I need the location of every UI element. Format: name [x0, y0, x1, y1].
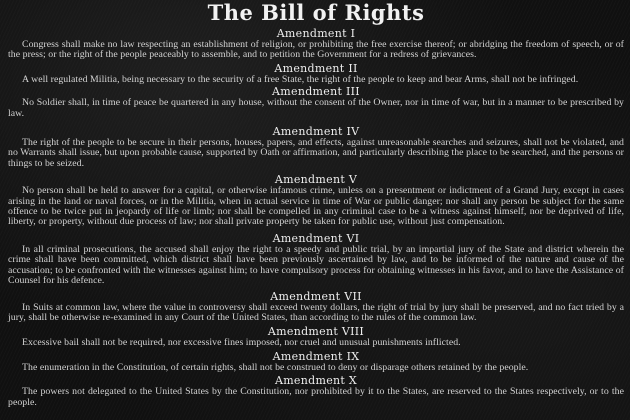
amendment-text: Excessive bail shall not be required, nor excessive fines imposed, nor cruel and unusual punishments inflicted.: [22, 337, 461, 349]
amendment-4: [8, 125, 624, 169]
amendment-heading: Amendment V: [274, 173, 358, 187]
amendment-7: [8, 290, 624, 324]
amendment-10: [8, 374, 624, 408]
amendment-text: The right of the people to be secure in their persons, houses, papers, and effects, against unreasonable searches and seizures, shall not be violated, and no Warrants shall issue, but upon probable cause, supported by Oath or affirmation, and particularly describing the place to be searched, and the persons or things to be seized.: [8, 137, 624, 169]
amendment-text: No person shall be held to answer for a capital, or otherwise infamous crime, unless on a presentment or indictment of a Grand Jury, except in cases arising in the land or naval forces, or in the Militia, when in actual service in time of War or public danger; nor shall any person be subject for the same offence to be twice put in jeopardy of life or limb; nor shall be compelled in any criminal case to be a witness against himself, nor be deprived of life, liberty, or property, without due process of law; nor shall private property be taken for public use, without just compensation.: [8, 185, 624, 228]
amendment-heading: Amendment X: [274, 374, 358, 388]
amendment-5: [8, 173, 624, 228]
amendment-heading: Amendment III: [272, 85, 360, 99]
amendment-6: [8, 232, 624, 287]
amendment-8: [8, 325, 624, 348]
amendment-heading: Amendment IX: [272, 349, 360, 363]
amendment-9: [8, 350, 624, 373]
amendment-text: No Soldier shall, in time of peace be quartered in any house, without the consent of the Owner, nor in time of war, but in a manner to be prescribed by law.: [8, 97, 624, 119]
amendment-heading: Amendment IV: [272, 125, 360, 139]
amendment-3: [8, 85, 624, 119]
amendment-text: The enumeration in the Constitution, of certain rights, shall not be construed to deny or disparage others retained by the people.: [22, 361, 529, 373]
amendment-heading: Amendment I: [276, 27, 356, 40]
amendment-heading: Amendment II: [274, 61, 358, 75]
amendment-heading: Amendment VII: [270, 289, 362, 303]
amendment-2: [8, 62, 624, 85]
amendment-heading: Amendment VIII: [267, 325, 365, 339]
amendment-1: [8, 27, 624, 61]
amendment-text: In Suits at common law, where the value in controversy shall exceed twenty dollars, the right of trial by jury shall be preserved, and no fact tried by a jury, shall be otherwise re-examined in any Court of the United States, than according to the rules of the common law.: [8, 301, 624, 323]
document-title: The Bill of Rights: [207, 0, 425, 25]
amendment-text: Congress shall make no law respecting an establishment of religion, or prohibiting the free exercise thereof; or abridging the freedom of speech, or of the press; or the right of the people peaceably to assemble, and to petition the Government for a redress of grievances.: [8, 39, 624, 61]
amendment-text: The powers not delegated to the United States by the Constitution, nor prohibited by it to the States, are reserved to the States respectively, or to the people.: [8, 386, 624, 408]
amendment-text: In all criminal prosecutions, the accused shall enjoy the right to a speedy and public trial, by an impartial jury of the State and district wherein the crime shall have been committed, which district shall have been previously ascertained by law, and to be informed of the nature and cause of the accusation; to be confronted with the witnesses against him; to have compulsory process for obtaining witnesses in his favor, and to have the Assistance of Counsel for his defence.: [8, 243, 624, 287]
amendment-heading: Amendment VI: [272, 231, 360, 245]
amendment-text: A well regulated Militia, being necessary to the security of a free State, the right of the people to keep and bear Arms, shall not be infringed.: [22, 73, 579, 85]
